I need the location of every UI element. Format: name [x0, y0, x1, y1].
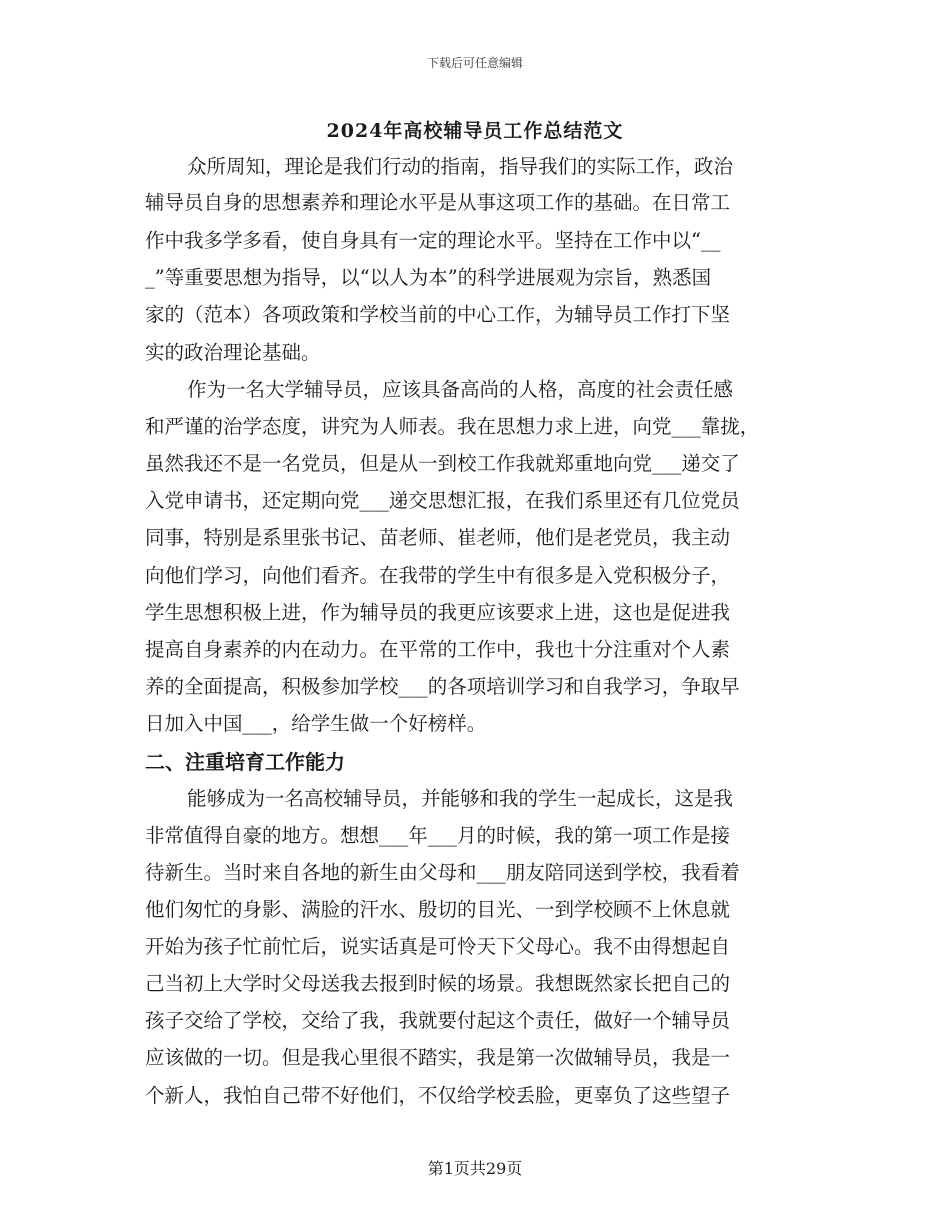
header-note: 下载后可任意编辑 — [426, 56, 523, 70]
paragraph-line: 他们匆忙的身影、满脸的汗水、殷切的目光、一到学校顾不上休息就 — [145, 898, 731, 921]
section-heading: 二、注重培育工作能力 — [145, 750, 345, 774]
paragraph-line: 家的（范本）各项政策和学校当前的中心工作，为辅导员工作打下坚 — [145, 303, 731, 326]
paragraph-line: 向他们学习，向他们看齐。在我带的学生中有很多是入党积极分子， — [145, 564, 731, 587]
paragraph-line: 己当初上大学时父母送我去报到时候的场景。我想既然家长把自己的 — [145, 972, 731, 995]
paragraph-line: _”等重要思想为指导，以“以人为本”的科学进展观为宗旨，熟悉国 — [145, 266, 712, 289]
paragraph-line: 同事，特别是系里张书记、苗老师、崔老师，他们是老党员，我主动 — [145, 526, 731, 549]
paragraph-line: 待新生。当时来自各地的新生由父母和___朋友陪同送到学校，我看着 — [145, 861, 740, 884]
paragraph-line: 应该做的一切。但是我心里很不踏实，我是第一次做辅导员，我是一 — [145, 1046, 731, 1069]
paragraph-line: 学生思想积极上进，作为辅导员的我更应该要求上进，这也是促进我 — [145, 601, 731, 624]
paragraph-line: 和严谨的治学态度，讲究为人师表。我在思想力求上进，向党___靠拢， — [145, 415, 760, 438]
paragraph-line: 入党申请书，还定期向党___递交思想汇报，在我们系里还有几位党员 — [145, 489, 740, 512]
paragraph-line: 辅导员自身的思想素养和理论水平是从事这项工作的基础。在日常工 — [145, 191, 731, 214]
paragraph-line: 个新人，我怕自己带不好他们，不仅给学校丢脸，更辜负了这些望子 — [145, 1084, 731, 1107]
paragraph-line: 养的全面提高，积极参加学校___的各项培训学习和自我学习，争取早 — [145, 675, 740, 698]
paragraph-line: 非常值得自豪的地方。想想___年___月的时候，我的第一项工作是接 — [145, 824, 731, 847]
paragraph-line: 虽然我还不是一名党员，但是从一到校工作我就郑重地向党___递交了 — [145, 452, 740, 475]
paragraph-line: 孩子交给了学校，交给了我，我就要付起这个责任，做好一个辅导员 — [145, 1009, 731, 1032]
paragraph-line: 作中我多学多看，使自身具有一定的理论水平。坚持在工作中以“__ — [145, 229, 721, 252]
paragraph-line: 能够成为一名高校辅导员，并能够和我的学生一起成长，这是我 — [187, 787, 734, 810]
page-footer: 第1页共29页 — [427, 1159, 523, 1178]
paragraph-line: 作为一名大学辅导员，应该具备高尚的人格，高度的社会责任感 — [187, 378, 734, 401]
paragraph-line: 开始为孩子忙前忙后，说实话真是可怜天下父母心。我不由得想起自 — [145, 935, 731, 958]
paragraph-line: 众所周知，理论是我们行动的指南，指导我们的实际工作，政治 — [187, 155, 734, 178]
paragraph-line: 提高自身素养的内在动力。在平常的工作中，我也十分注重对个人素 — [145, 638, 731, 661]
paragraph-line: 实的政治理论基础。 — [145, 341, 321, 364]
page-title: 2024年高校辅导员工作总结范文 — [326, 120, 624, 142]
paragraph-line: 日加入中国___，给学生做一个好榜样。 — [145, 712, 487, 735]
